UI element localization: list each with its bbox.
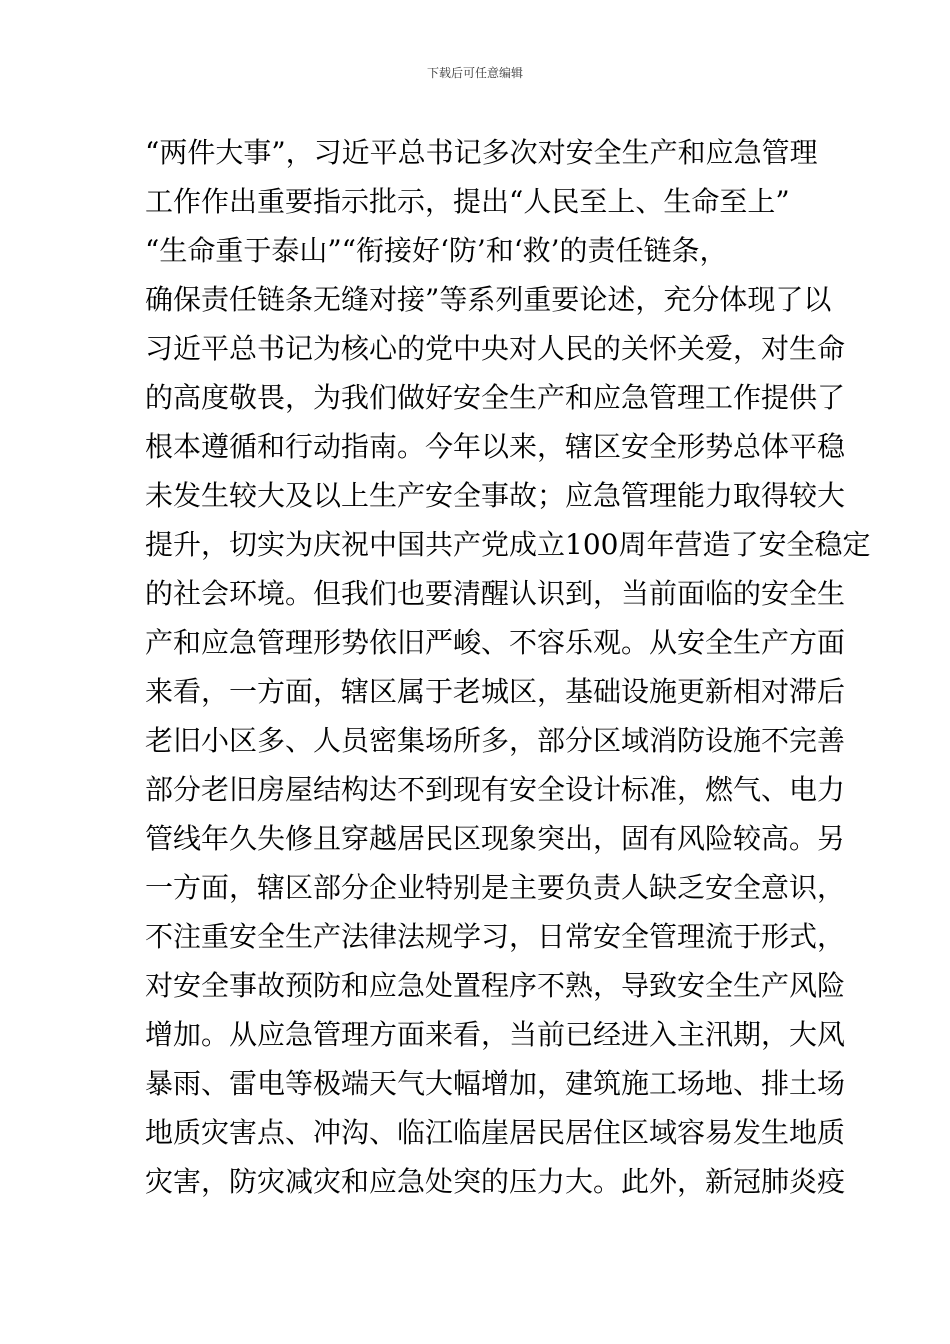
body-paragraph [145, 128, 871, 1206]
text-line: 的社会环境。但我们也要清醒认识到，当前面临的安全生 [145, 577, 846, 610]
text-line: 根本遵循和行动指南。今年以来，辖区安全形势总体平稳 [145, 430, 846, 463]
text-line: 的高度敬畏，为我们做好安全生产和应急管理工作提供了 [145, 381, 846, 414]
text-line: 部分老旧房屋结构达不到现有安全设计标准，燃气、电力 [145, 773, 846, 806]
text-line: 老旧小区多、人员密集场所多，部分区域消防设施不完善 [145, 724, 846, 757]
page-header: 下载后可任意编辑 [426, 66, 523, 80]
text-line: 灾害，防灾减灾和应急处突的压力大。此外，新冠肺炎疫 [145, 1165, 846, 1198]
text-line: 管线年久失修且穿越居民区现象突出，固有风险较高。另 [145, 822, 846, 855]
text-line: 工作作出重要指示批示，提出“人民至上、生命至上” [145, 185, 790, 218]
text-line: 不注重安全生产法律法规学习，日常安全管理流于形式， [145, 920, 846, 953]
text-line: 一方面，辖区部分企业特别是主要负责人缺乏安全意识， [145, 871, 846, 904]
text-line: 对安全事故预防和应急处置程序不熟，导致安全生产风险 [145, 969, 846, 1002]
text-line: “两件大事”，习近平总书记多次对安全生产和应急管理 [145, 136, 818, 169]
text-line: 确保责任链条无缝对接”等系列重要论述，充分体现了以 [145, 283, 832, 316]
text-line: 来看，一方面，辖区属于老城区，基础设施更新相对滞后 [145, 675, 846, 708]
text-line: 暴雨、雷电等极端天气大幅增加，建筑施工场地、排土场 [145, 1067, 846, 1100]
text-line: 增加。从应急管理方面来看，当前已经进入主汛期，大风 [145, 1018, 846, 1051]
text-line: “生命重于泰山”“衔接好‘防’和‘救’的责任链条， [145, 234, 728, 267]
text-line: 未发生较大及以上生产安全事故；应急管理能力取得较大 [145, 479, 846, 512]
text-line: 地质灾害点、冲沟、临江临崖居民居住区域容易发生地质 [145, 1116, 846, 1149]
text-line: 提升，切实为庆祝中国共产党成立100周年营造了安全稳定 [145, 528, 871, 561]
text-line: 习近平总书记为核心的党中央对人民的关怀关爱，对生命 [145, 332, 846, 365]
text-line: 产和应急管理形势依旧严峻、不容乐观。从安全生产方面 [145, 626, 846, 659]
